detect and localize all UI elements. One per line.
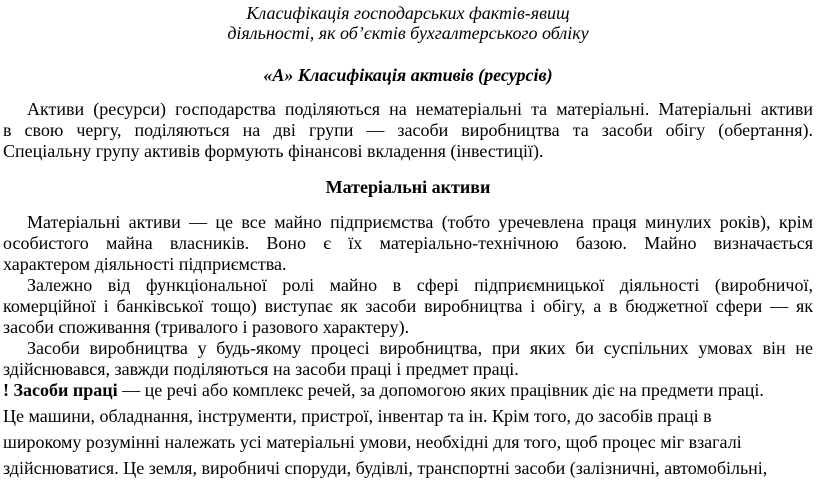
para5-line3: широкому розумінні належать усі матеріальні умови, необхідні для того, щоб процес міг взагалі	[3, 432, 742, 452]
para2-line1: Матеріальні активи — це все майно підприємства (тобто уречевлена праця минулих років), крім	[27, 212, 813, 232]
para2-line2: особистого майна власників. Воно є їх матеріально-технічною базою. Майно визначається	[3, 233, 813, 253]
para5-line1-text: — це речі або комплекс речей, за допомогою яких працівник діє на предмети праці.	[117, 380, 764, 400]
title-line-2: діяльності, як об’єктів бухгалтерського обліку	[227, 23, 589, 43]
para5-line2: Це машини, обладнання, інструменти, пристрої, інвентар та ін. Крім того, до засобів праці в	[3, 406, 712, 426]
para3-line3: засоби споживання (тривалого і разового характеру).	[3, 317, 410, 337]
para1-line1: Активи (ресурси) господарства поділяються на нематеріальні та матеріальні. Матеріальні активи	[27, 99, 813, 119]
subheading-material-assets: Матеріальні активи	[325, 177, 491, 197]
term-means-of-labor: ! Засоби праці	[3, 380, 118, 400]
para2-line3: характером діяльності підприємства.	[3, 254, 287, 274]
para4-line2: здійснювався, завжди поділяються на засоби праці і предмет праці.	[3, 359, 519, 379]
para1-line3: Спеціальну групу активів формують фінансові вкладення (інвестиції).	[3, 141, 544, 161]
para4-line1: Засоби виробництва у будь-якому процесі виробництва, при яких би суспільних умовах він не	[27, 338, 813, 358]
para5-line1	[3, 379, 813, 401]
section-a-heading: «А» Класифікація активів (ресурсів)	[263, 65, 553, 85]
para5-line4: здійснюватися. Це земля, виробничі споруди, будівлі, транспортні засоби (залізничні, автомобільні,	[3, 458, 768, 478]
para1-line2: в свою чергу, поділяються на дві групи — засоби виробництва та засоби обігу (обертання).	[3, 120, 813, 140]
para3-line2: комерційної і банківської тощо) виступає як засоби виробництва і обігу, а в бюджетної сфери — як	[3, 296, 813, 316]
para3-line1: Залежно від функціональної ролі майно в сфері підприємницької діяльності (виробничої,	[27, 275, 813, 295]
title-line-1: Класифікація господарських фактів-явищ	[246, 3, 570, 23]
